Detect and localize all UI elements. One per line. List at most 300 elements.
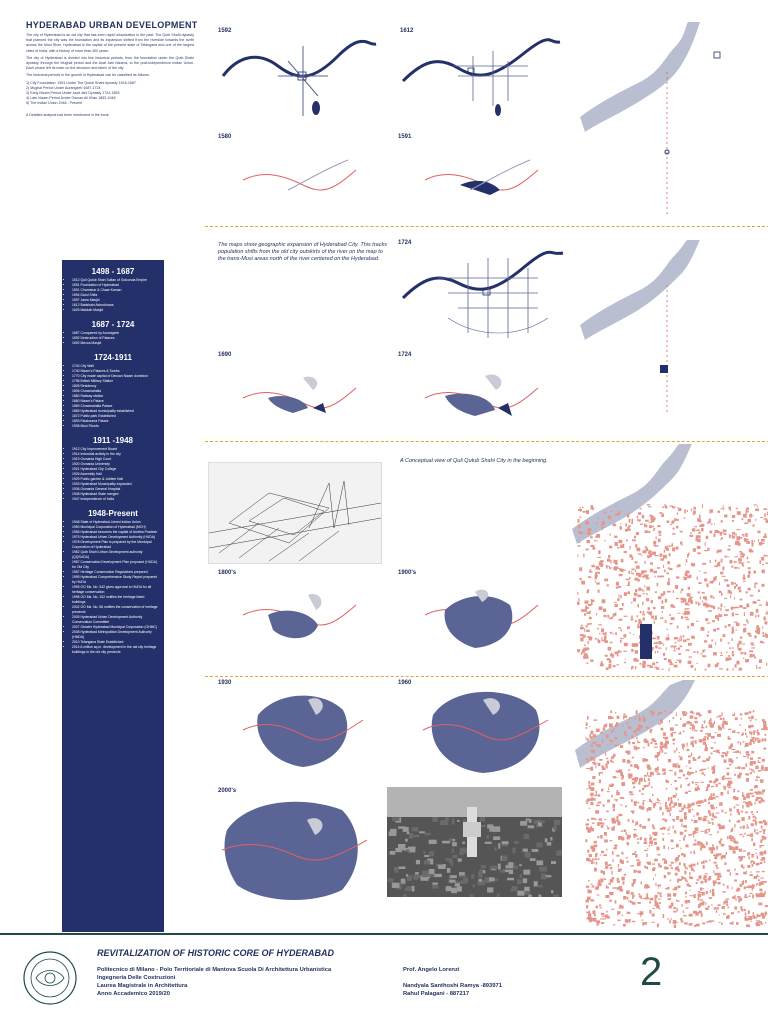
photo-rooftop [451,861,453,866]
building-footprint [676,844,679,848]
building-footprint [632,921,636,922]
building-footprint [714,907,717,909]
building-footprint [748,916,752,920]
building-footprint [604,639,607,641]
building-footprint [745,918,749,921]
building-footprint [707,635,709,637]
timeline-event: • 2008 Hyderabad Metropolitan Development Authority (HMDA) [72,630,158,640]
building-footprint [604,839,608,842]
timeline-event: • 1948 Hyderabad State merged [72,492,158,497]
building-footprint [663,565,664,568]
building-footprint [684,509,686,513]
building-footprint [663,732,666,736]
building-footprint [755,780,758,781]
building-footprint [683,863,685,866]
building-footprint [655,755,659,758]
building-footprint [656,537,657,540]
building-footprint [754,876,758,879]
building-footprint [703,742,706,745]
building-footprint [717,873,720,876]
building-footprint [764,513,766,517]
building-footprint [736,623,740,626]
building-footprint [631,616,633,619]
building-footprint [611,730,614,732]
building-footprint [637,902,640,904]
building-footprint [693,894,695,898]
building-footprint [624,662,626,663]
building-footprint [715,732,716,733]
building-footprint [641,882,642,885]
building-footprint [751,645,755,646]
building-footprint [698,535,701,538]
building-footprint [705,830,707,834]
building-footprint [594,868,597,872]
building-footprint [588,604,591,606]
building-footprint [743,554,745,556]
building-footprint [733,752,736,753]
building-footprint [662,838,664,841]
building-footprint [762,789,765,790]
building-footprint [728,736,730,740]
photo-rooftop [551,861,556,864]
building-footprint [766,611,767,615]
building-footprint [666,637,670,640]
building-footprint [596,862,598,865]
building-footprint [667,629,668,631]
building-footprint [609,840,612,841]
building-footprint [632,757,634,759]
building-footprint [724,760,727,763]
building-footprint [676,712,677,716]
building-footprint [668,898,671,900]
building-footprint [754,585,755,588]
building-footprint [615,712,616,714]
building-footprint [684,576,685,580]
building-footprint [662,669,664,670]
building-footprint [591,828,594,832]
timeline-event-list [72,278,158,313]
building-footprint [657,854,660,856]
building-footprint [653,529,655,531]
building-footprint [683,749,684,750]
building-footprint [729,835,732,839]
building-footprint [641,555,643,556]
building-footprint [602,521,605,525]
building-footprint [722,891,725,892]
building-footprint [760,779,764,783]
photo-rooftop [432,883,438,885]
building-footprint [610,867,613,869]
building-footprint [697,863,699,865]
map-fabric-2 [575,680,768,930]
building-footprint [639,715,640,718]
building-footprint [738,558,742,561]
building-footprint [615,506,616,507]
building-footprint [643,570,647,572]
building-footprint [744,523,748,525]
building-footprint [704,720,706,723]
building-footprint [742,733,744,735]
photo-rooftop [545,838,548,842]
building-footprint [629,719,630,720]
timeline-event: • 1920 Osmania University [72,462,158,467]
map-1592 [218,36,378,126]
building-footprint [650,772,654,776]
building-footprint [588,890,591,893]
building-footprint [647,504,650,505]
map-year-label: 1930 [218,680,232,686]
photo-rooftop [497,894,500,897]
building-footprint [599,822,603,824]
building-footprint [683,915,687,916]
building-footprint [615,632,617,635]
building-footprint [736,757,738,759]
building-footprint [685,896,687,897]
building-footprint [743,534,744,537]
building-footprint [646,854,647,858]
building-footprint [735,717,738,720]
building-footprint [710,560,711,563]
building-footprint [598,882,602,886]
building-footprint [740,713,743,715]
building-footprint [753,515,754,516]
building-footprint [587,540,591,543]
building-footprint [682,745,684,749]
building-footprint [690,890,691,891]
photo-rooftop [520,821,527,826]
building-footprint [591,884,593,885]
building-footprint [613,924,615,925]
building-footprint [734,583,736,585]
building-footprint [721,604,723,608]
building-footprint [693,869,694,872]
building-footprint [708,802,710,804]
building-footprint [731,582,734,585]
building-footprint [695,782,699,783]
building-footprint [710,595,713,598]
building-footprint [700,730,703,732]
photo-rooftop [412,886,415,892]
building-footprint [671,646,674,648]
building-footprint [624,551,627,553]
building-footprint [613,613,616,616]
building-footprint [754,771,755,773]
map-site-river-2 [580,240,765,420]
building-footprint [635,561,638,563]
building-footprint [737,775,741,779]
building-footprint [737,896,740,898]
building-footprint [735,541,739,545]
building-footprint [695,839,697,841]
timeline-event: • 1692 Destruction of Palaces [72,336,158,341]
building-footprint [724,579,728,581]
building-footprint [735,842,739,844]
building-footprint [635,544,637,547]
building-footprint [627,722,629,725]
building-footprint [751,811,753,813]
building-footprint [656,802,660,803]
building-footprint [706,758,710,761]
building-footprint [681,904,682,907]
building-footprint [718,562,720,566]
building-footprint [579,517,581,518]
building-footprint [585,521,589,525]
building-footprint [740,751,741,754]
building-footprint [699,819,700,820]
photo-rooftop [392,817,399,821]
building-footprint [702,505,703,509]
building-footprint [619,619,623,621]
building-footprint [594,719,598,721]
building-footprint [601,661,603,663]
building-footprint [660,743,663,744]
building-footprint [665,803,666,807]
photo-rooftop [457,820,459,822]
building-footprint [597,628,599,629]
building-footprint [681,853,684,856]
building-footprint [757,630,758,634]
building-footprint [610,632,612,634]
building-footprint [631,811,635,813]
building-footprint [603,871,605,875]
building-footprint [735,846,738,850]
building-footprint [613,804,616,808]
building-footprint [625,529,628,532]
building-footprint [695,740,697,743]
building-footprint [718,783,721,785]
building-footprint [737,732,740,733]
building-footprint [723,901,724,905]
building-footprint [631,799,633,801]
building-footprint [657,767,659,770]
building-footprint [723,505,724,508]
building-footprint [598,518,600,520]
building-footprint [580,627,584,629]
building-footprint [702,888,704,889]
building-footprint [610,534,611,536]
building-footprint [734,567,738,569]
photo-rooftop [449,880,455,883]
building-footprint [595,858,597,860]
building-footprint [724,515,727,518]
building-footprint [734,561,737,563]
map-fabric-1 [572,444,768,674]
building-footprint [646,867,648,870]
building-footprint [725,609,729,611]
building-footprint [606,885,607,887]
building-footprint [745,538,746,540]
building-footprint [736,922,738,925]
building-footprint [752,887,753,891]
building-footprint [708,798,710,800]
building-footprint [691,623,694,626]
building-footprint [623,881,625,884]
building-footprint [716,910,717,913]
building-footprint [649,799,651,802]
building-footprint [750,862,752,864]
building-footprint [751,550,754,553]
building-footprint [587,738,589,741]
building-footprint [603,641,605,642]
building-footprint [669,668,670,671]
building-footprint [598,763,600,766]
building-footprint [632,902,635,905]
timeline-event: • 1921 Hyderabad City College [72,467,158,472]
building-footprint [631,573,634,574]
building-footprint [642,826,646,829]
building-footprint [734,806,736,808]
building-footprint [658,892,659,894]
building-footprint [662,769,666,772]
building-footprint [721,712,722,716]
building-footprint [646,727,649,729]
building-footprint [734,907,737,908]
building-footprint [624,731,626,734]
building-footprint [746,795,750,799]
building-footprint [633,598,636,602]
building-footprint [747,511,749,512]
building-footprint [670,568,673,570]
building-footprint [681,921,684,923]
building-footprint [634,746,636,750]
building-footprint [596,906,599,909]
building-footprint [698,904,700,908]
building-footprint [590,536,593,538]
timeline-event: • 1880 Railway station [72,394,158,399]
building-footprint [614,536,617,538]
photo-rooftop [457,886,462,891]
building-footprint [613,665,616,667]
building-footprint [668,634,669,636]
building-footprint [619,574,623,576]
building-footprint [636,710,638,714]
building-footprint [604,615,607,617]
building-footprint [713,751,717,752]
building-footprint [711,850,714,854]
building-footprint [605,655,608,657]
building-footprint [737,644,738,648]
building-footprint [665,807,669,809]
building-footprint [684,835,686,837]
building-footprint [644,561,645,564]
building-footprint [619,836,623,838]
building-footprint [697,788,700,790]
building-footprint [728,643,730,645]
building-footprint [638,512,641,515]
map-1591 [420,150,545,210]
photo-rooftop [534,881,538,886]
building-footprint [727,584,730,587]
photo-rooftop [513,848,516,854]
building-footprint [649,840,653,844]
building-footprint [629,920,631,923]
photo-rooftop [536,860,543,865]
building-footprint [671,867,673,869]
building-footprint [580,638,583,642]
photo-rooftop [508,862,513,865]
building-footprint [636,532,639,535]
building-footprint [618,869,622,871]
building-footprint [692,781,694,783]
building-footprint [685,892,687,895]
timeline-event: • 1982 Qutb Shahi Urban Development authority (QQSUDA) [72,550,158,560]
building-footprint [714,780,717,782]
building-footprint [713,723,714,725]
building-footprint [578,525,581,529]
photo-rooftop [429,840,437,844]
building-footprint [673,819,675,822]
building-footprint [609,546,612,549]
building-footprint [599,759,602,761]
building-footprint [602,739,603,743]
building-footprint [635,650,638,653]
building-footprint [655,555,659,556]
building-footprint [669,623,672,625]
building-footprint [609,892,611,894]
building-footprint [642,593,645,594]
map-1800s [238,585,363,650]
building-footprint [680,784,682,788]
building-footprint [642,788,644,790]
photo-rooftop [479,879,482,882]
building-footprint [711,639,713,641]
building-footprint [753,524,755,526]
page-title: HYDERABAD URBAN DEVELOPMENT [26,20,198,30]
building-footprint [618,595,619,598]
building-footprint [728,845,731,847]
building-footprint [657,651,659,653]
building-footprint [580,578,582,580]
building-footprint [721,755,724,757]
map-year-label: 1724 [398,240,412,246]
building-footprint [595,638,597,640]
building-footprint [596,744,598,746]
building-footprint [644,775,647,777]
building-footprint [759,889,762,892]
building-footprint [719,591,722,593]
building-footprint [689,895,693,896]
building-footprint [600,879,603,883]
building-footprint [603,918,606,919]
building-footprint [743,581,745,582]
building-footprint [699,570,700,572]
timeline-event: • 2010 Telangana State Established [72,640,158,645]
photo-rooftop [432,885,438,888]
building-footprint [637,625,639,629]
building-footprint [617,878,619,881]
building-footprint [755,615,756,618]
building-footprint [747,865,750,868]
building-footprint [669,827,671,828]
timeline-event: • 1926 Assembly Hall [72,472,158,477]
photo-rooftop [413,835,419,838]
building-footprint [587,590,588,592]
photo-rooftop [450,875,457,878]
building-footprint [739,725,741,726]
building-footprint [676,748,677,751]
building-footprint [766,601,767,602]
building-footprint [746,751,750,754]
building-footprint [713,770,715,773]
timeline-event: • 1948 State of Hyderabad Joined Indian Union [72,520,158,525]
building-footprint [674,647,675,649]
building-footprint [647,808,648,812]
building-footprint [720,638,722,641]
building-footprint [655,591,657,593]
building-footprint [721,856,723,860]
building-footprint [617,586,621,588]
building-footprint [630,632,631,634]
